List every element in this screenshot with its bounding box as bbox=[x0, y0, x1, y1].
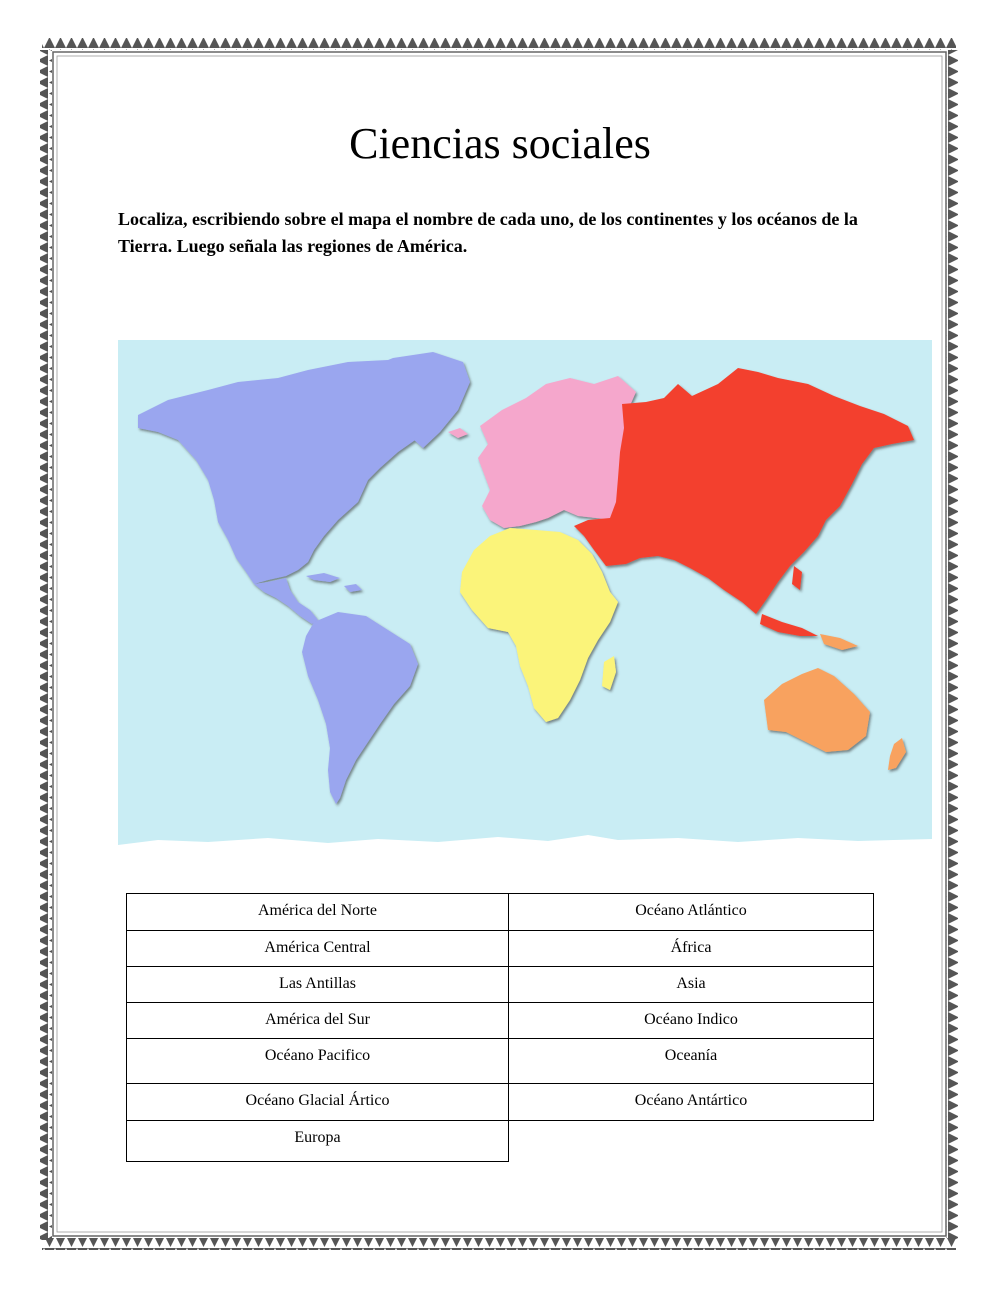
table-row bbox=[127, 894, 874, 931]
word-bank-cell: Europa bbox=[127, 1121, 509, 1162]
table-row bbox=[127, 1039, 874, 1084]
word-bank-cell: América del Sur bbox=[127, 1003, 509, 1039]
word-bank-cell: América del Norte bbox=[127, 894, 509, 931]
table-row bbox=[127, 967, 874, 1003]
empty-cell bbox=[509, 1121, 874, 1162]
table-row bbox=[127, 1084, 874, 1121]
word-bank-cell: América Central bbox=[127, 931, 509, 967]
world-map bbox=[118, 340, 932, 860]
word-bank-table bbox=[126, 893, 874, 1162]
word-bank-cell: Oceanía bbox=[509, 1039, 874, 1084]
word-bank-cell: Océano Pacifico bbox=[127, 1039, 509, 1084]
instructions-text: Localiza, escribiendo sobre el mapa el nombre de cada uno, de los continentes y los océanos de la Tierra. Luego señala las regiones de América. bbox=[118, 209, 858, 256]
word-bank-cell: Las Antillas bbox=[127, 967, 509, 1003]
table-row bbox=[127, 931, 874, 967]
word-bank-cell: Océano Glacial Ártico bbox=[127, 1084, 509, 1121]
word-bank-cell: Océano Atlántico bbox=[509, 894, 874, 931]
word-bank-cell: Océano Indico bbox=[509, 1003, 874, 1039]
word-bank-cell: África bbox=[509, 931, 874, 967]
table-row bbox=[127, 1121, 874, 1162]
page-title: Ciencias sociales bbox=[349, 119, 651, 168]
word-bank-cell: Océano Antártico bbox=[509, 1084, 874, 1121]
word-bank-cell: Asia bbox=[509, 967, 874, 1003]
table-row bbox=[127, 1003, 874, 1039]
